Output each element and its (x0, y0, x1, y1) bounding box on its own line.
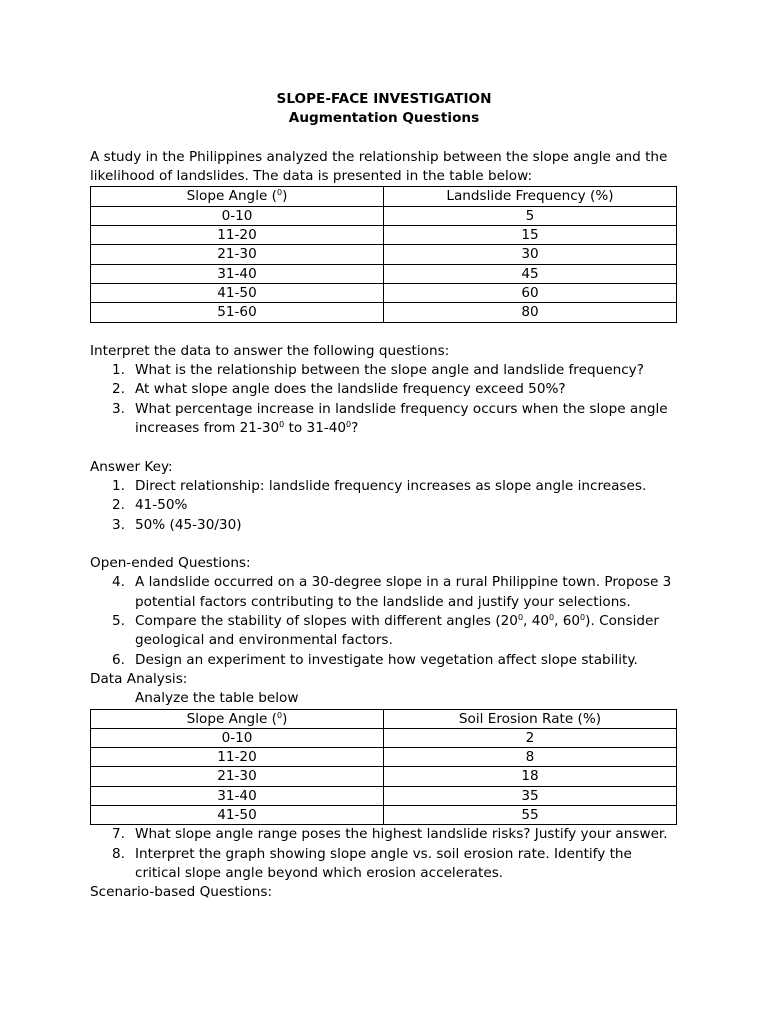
table-row (91, 283, 677, 302)
table-cell: 0-10 (91, 206, 384, 225)
table-cell: 60 (384, 283, 677, 302)
list-item: 1. What is the relationship between the slope angle and landslide frequency? (112, 362, 644, 379)
table-cell: 21-30 (91, 767, 384, 786)
header-slope-angle: Slope Angle ($^0$) (91, 709, 384, 728)
table-row (91, 748, 677, 767)
list-item: 8. Interpret the graph showing slope angle vs. soil erosion rate. Identify the critical slope angle beyond which erosion accelerates. (112, 845, 632, 881)
table-cell: 8 (384, 748, 677, 767)
table-cell: 21-30 (91, 245, 384, 264)
interpret-questions-list (90, 361, 678, 438)
intro-paragraph: A study in the Philippines analyzed the relationship between the slope angle and the likelihood of landslides. The data is presented in the table below: (90, 148, 668, 185)
table-cell: 51-60 (91, 303, 384, 322)
list-item: 1. Direct relationship: landslide frequency increases as slope angle increases. (112, 477, 647, 494)
table-cell: 35 (384, 786, 677, 805)
table-row (91, 245, 677, 264)
table-row (91, 206, 677, 225)
open-ended-heading: Open-ended Questions: (90, 555, 251, 572)
list-item: 4. A landslide occurred on a 30-degree slope in a rural Philippine town. Propose 3 potential factors contributing to the landslide and justify your selections. (112, 574, 672, 610)
table-cell: 30 (384, 245, 677, 264)
table-row (91, 805, 677, 824)
table-row (91, 767, 677, 786)
table-row (91, 728, 677, 747)
header-soil-erosion-rate: Soil Erosion Rate (%) (384, 709, 677, 728)
answer-key-heading: Answer Key: (90, 458, 173, 475)
list-item: 2. At what slope angle does the landslide frequency exceed 50%? (112, 381, 566, 398)
table-cell: 5 (384, 206, 677, 225)
table-cell: 31-40 (91, 264, 384, 283)
table-cell: 18 (384, 767, 677, 786)
table-header-row (91, 709, 677, 728)
interpret-instruction: Interpret the data to answer the following questions: (90, 342, 450, 359)
list-item: 6. Design an experiment to investigate how vegetation affect slope stability. (112, 651, 638, 668)
table-cell: 55 (384, 805, 677, 824)
list-item: 2. 41-50% (112, 497, 188, 514)
table-header-row (91, 187, 677, 206)
header-landslide-frequency: Landslide Frequency (%) (384, 187, 677, 206)
table-cell: 80 (384, 303, 677, 322)
table-cell: 15 (384, 226, 677, 245)
list-item: 7. What slope angle range poses the highest landslide risks? Justify your answer. (112, 826, 668, 843)
data-analysis-heading: Data Analysis: (90, 670, 188, 687)
header-slope-angle: Slope Angle ($^0$) (91, 187, 384, 206)
data-analysis-questions-list (90, 825, 678, 883)
document-page (90, 90, 678, 902)
table-cell: 45 (384, 264, 677, 283)
table-cell: 2 (384, 728, 677, 747)
landslide-frequency-table (90, 186, 677, 322)
document-subtitle: Augmentation Questions (288, 110, 480, 127)
table-cell: 11-20 (91, 226, 384, 245)
list-item: 3. 50% (45-30/30) (112, 516, 242, 533)
table-cell: 0-10 (91, 728, 384, 747)
list-item: 3. What percentage increase in landslide frequency occurs when the slope angle increases from $21-30^0$ to $31-40^0$? (112, 400, 668, 437)
document-title: SLOPE-FACE INVESTIGATION (276, 91, 492, 107)
scenario-heading: Scenario-based Questions: (90, 884, 273, 901)
table-cell: 41-50 (91, 283, 384, 302)
table-row (91, 264, 677, 283)
open-ended-list (90, 573, 678, 669)
table-row (91, 786, 677, 805)
table-cell: 11-20 (91, 748, 384, 767)
analyze-instruction: Analyze the table below (135, 690, 299, 707)
table-row (91, 303, 677, 322)
table-cell: 31-40 (91, 786, 384, 805)
soil-erosion-table (90, 709, 677, 826)
list-item: 5. Compare the stability of slopes with different angles ($20^0$, $40^0$, $60^0$). Consider geological and environmental factors. (112, 613, 659, 649)
answer-key-list (90, 477, 678, 535)
table-row (91, 226, 677, 245)
table-cell: 41-50 (91, 805, 384, 824)
